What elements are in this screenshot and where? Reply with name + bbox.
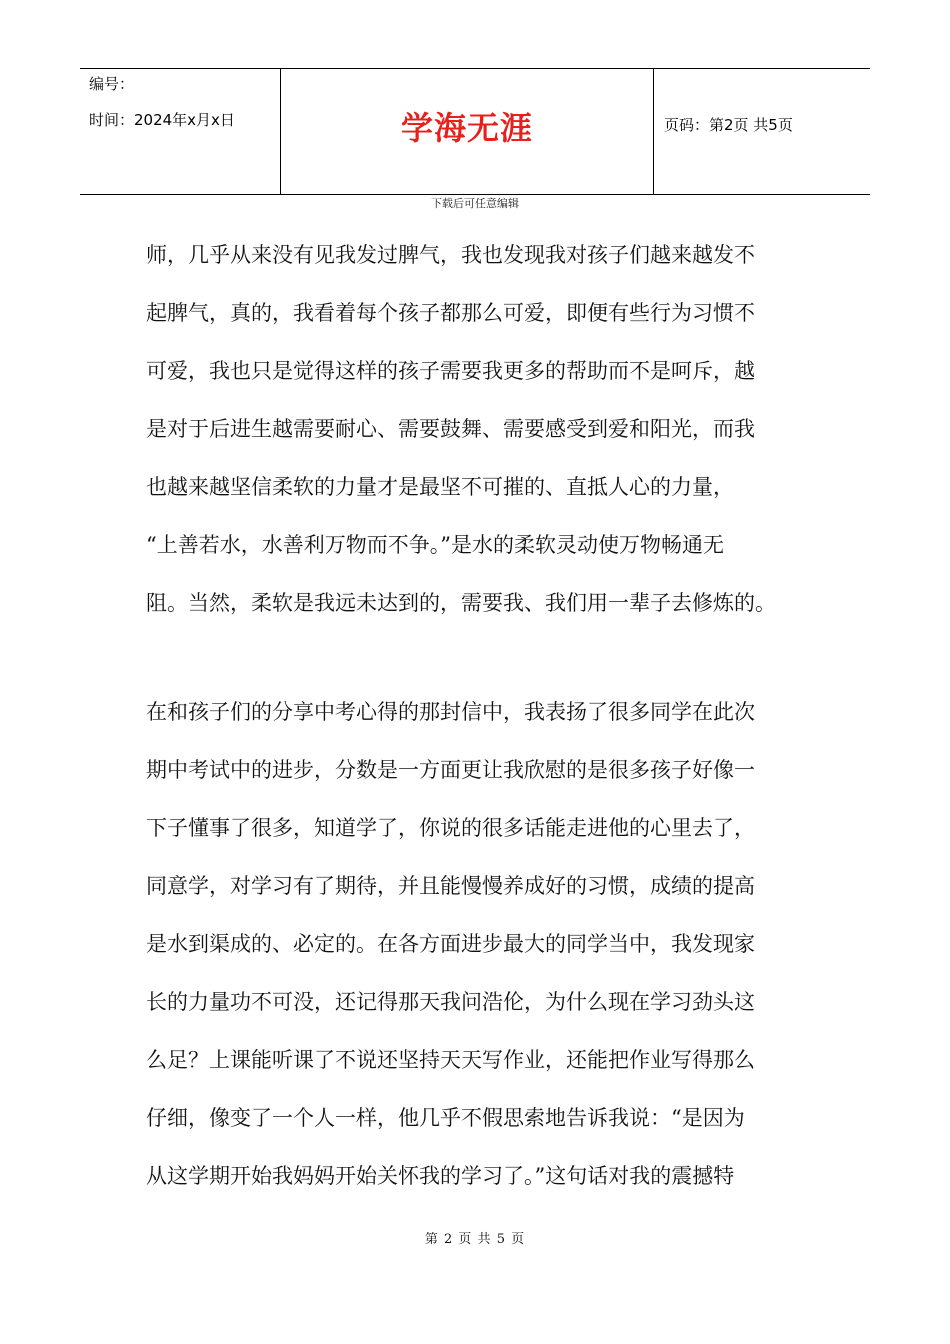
brand-title: 学海无涯 bbox=[400, 109, 533, 147]
header-page-info: 页码：第2页 共5页 bbox=[664, 116, 793, 134]
text-line: 么足？上课能听课了不说还坚持天天写作业，还能把作业写得那么 bbox=[146, 1048, 755, 1072]
text-line: 阻。当然，柔软是我远未达到的，需要我、我们用一辈子去修炼的。 bbox=[146, 591, 776, 615]
text-line: 师，几乎从来没有见我发过脾气，我也发现我对孩子们越来越发不 bbox=[146, 243, 755, 267]
document-number-label: 编号： bbox=[89, 75, 135, 93]
editable-note: 下载后可任意编辑 bbox=[431, 197, 519, 210]
text-line: 可爱，我也只是觉得这样的孩子需要我更多的帮助而不是呵斥，越 bbox=[146, 359, 755, 383]
body-paragraph-2 bbox=[146, 683, 808, 1205]
text-line: 也越来越坚信柔软的力量才是最坚不可摧的、直抵人心的力量， bbox=[146, 475, 734, 499]
text-line: 是对于后进生越需要耐心、需要鼓舞、需要感受到爱和阳光，而我 bbox=[146, 417, 755, 441]
text-line: “上善若水，水善利万物而不争。”是水的柔软灵动使万物畅通无 bbox=[146, 533, 724, 557]
header-brand-cell bbox=[281, 69, 654, 194]
page-footer: 第 2 页 共 5 页 bbox=[424, 1232, 526, 1247]
header-meta-cell bbox=[80, 69, 281, 194]
text-line: 长的力量功不可没，还记得那天我问浩伦，为什么现在学习劲头这 bbox=[146, 990, 755, 1014]
text-line: 在和孩子们的分享中考心得的那封信中，我表扬了很多同学在此次 bbox=[146, 700, 755, 724]
document-header bbox=[80, 68, 870, 195]
body-paragraph-1 bbox=[146, 226, 808, 632]
text-line: 起脾气，真的，我看着每个孩子都那么可爱，即便有些行为习惯不 bbox=[146, 301, 755, 325]
text-line: 同意学，对学习有了期待，并且能慢慢养成好的习惯，成绩的提高 bbox=[146, 874, 755, 898]
text-line: 从这学期开始我妈妈开始关怀我的学习了。”这句话对我的震撼特 bbox=[146, 1164, 735, 1188]
document-time-label: 时间：2024年x月x日 bbox=[89, 111, 235, 129]
text-line: 下子懂事了很多，知道学了，你说的很多话能走进他的心里去了， bbox=[146, 816, 755, 840]
text-line: 期中考试中的进步，分数是一方面更让我欣慰的是很多孩子好像一 bbox=[146, 758, 755, 782]
text-line: 是水到渠成的、必定的。在各方面进步最大的同学当中，我发现家 bbox=[146, 932, 755, 956]
text-line: 仔细，像变了一个人一样，他几乎不假思索地告诉我说：“是因为 bbox=[146, 1106, 745, 1130]
header-page-cell bbox=[654, 69, 870, 194]
